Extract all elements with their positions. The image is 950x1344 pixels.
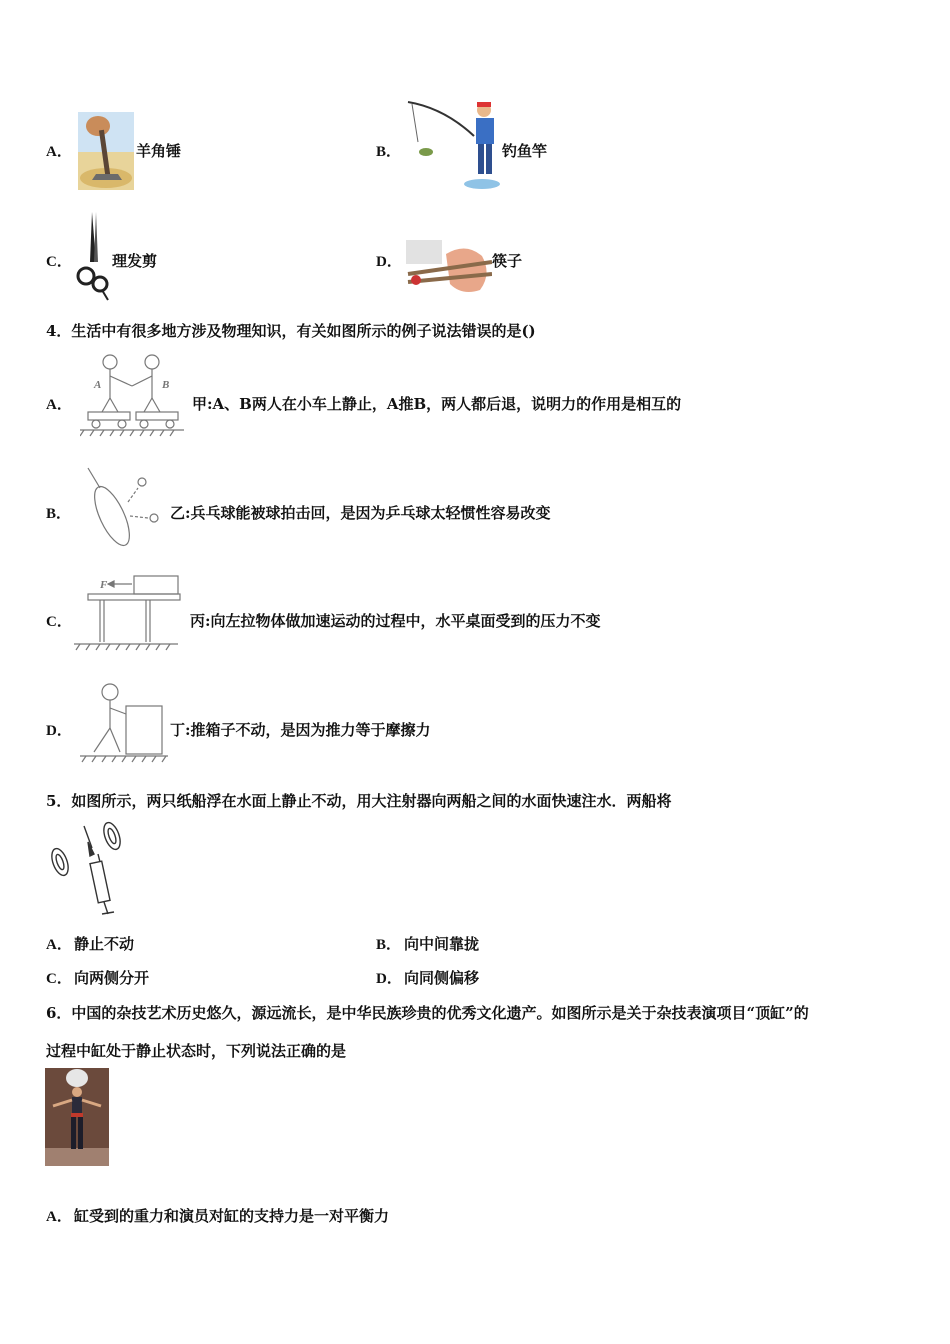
q6-stem-line2: 过程中缸处于静止状态时，下列说法正确的是 (46, 1042, 347, 1060)
push-box-figure (80, 680, 168, 766)
hair-scissors-icon (76, 210, 112, 302)
figure-label-b: B (162, 379, 170, 391)
q4-option-c-text: 丙:向左拉物体做加速运动的过程中，水平桌面受到的压力不变 (190, 612, 601, 630)
q5-option-a-text: 静止不动 (74, 935, 135, 953)
q5-stem: 5．如图所示，两只纸船浮在水面上静止不动，用大注射器向两船之间的水面快速注水．两船将 (46, 792, 672, 810)
q5-option-c-letter: C． (46, 971, 72, 987)
q4-option-d-letter: D． (46, 723, 72, 739)
q5-option-d-text: 向同侧偏移 (404, 969, 480, 987)
q3-option-c-letter: C． (46, 254, 72, 270)
q4-option-a-letter: A． (46, 397, 72, 413)
q6-option-a-letter: A． (46, 1209, 72, 1225)
q6-stem-line1: 6．中国的杂技艺术历史悠久，源远流长，是中华民族珍贵的优秀文化遗产。如图所示是关于杂技表演项目“顶缸”的 (46, 1004, 809, 1022)
q4-option-b-text: 乙:兵乓球能被球拍击回，是因为乒乓球太轻惯性容易改变 (170, 504, 551, 522)
q3-option-a-text: 羊角锤 (136, 142, 182, 160)
force-label-f: F (100, 579, 108, 591)
chopsticks-icon (406, 240, 492, 296)
q3-option-b-text: 钓鱼竿 (502, 142, 548, 160)
figure-label-a: A (94, 379, 102, 391)
q5-option-b-text: 向中间靠拢 (404, 935, 480, 953)
acrobat-jar-photo (45, 1068, 109, 1166)
paddle-ball-figure (82, 466, 166, 552)
carts-push-figure (80, 350, 184, 444)
q3-option-c-text: 理发剪 (112, 252, 158, 270)
q4-option-c-letter: C． (46, 614, 72, 630)
q5-option-a-letter: A． (46, 937, 72, 953)
q5-option-c-text: 向两侧分开 (74, 969, 150, 987)
q3-option-a-letter: A． (46, 144, 72, 160)
q5-option-b-letter: B． (376, 937, 402, 953)
q4-stem: 4．生活中有很多地方涉及物理知识，有关如图所示的例子说法错误的是() (46, 322, 536, 340)
q3-option-b-letter: B． (376, 144, 402, 160)
q4-option-a-text: 甲:A、B两人在小车上静止，A推B，两人都后退，说明力的作用是相互的 (192, 395, 682, 413)
q5-option-d-letter: D． (376, 971, 402, 987)
q4-option-d-text: 丁:推箱子不动，是因为推力等于摩擦力 (170, 721, 431, 739)
q3-option-d-letter: D． (376, 254, 402, 270)
claw-hammer-icon (78, 112, 134, 190)
q3-option-d-text: 筷子 (492, 252, 523, 270)
table-block-figure (74, 574, 182, 652)
q6-option-a-text: 缸受到的重力和演员对缸的支持力是一对平衡力 (74, 1207, 390, 1225)
q4-option-b-letter: B． (46, 506, 72, 522)
paper-boats-syringe-figure (46, 818, 130, 918)
fishing-rod-icon (404, 100, 500, 192)
